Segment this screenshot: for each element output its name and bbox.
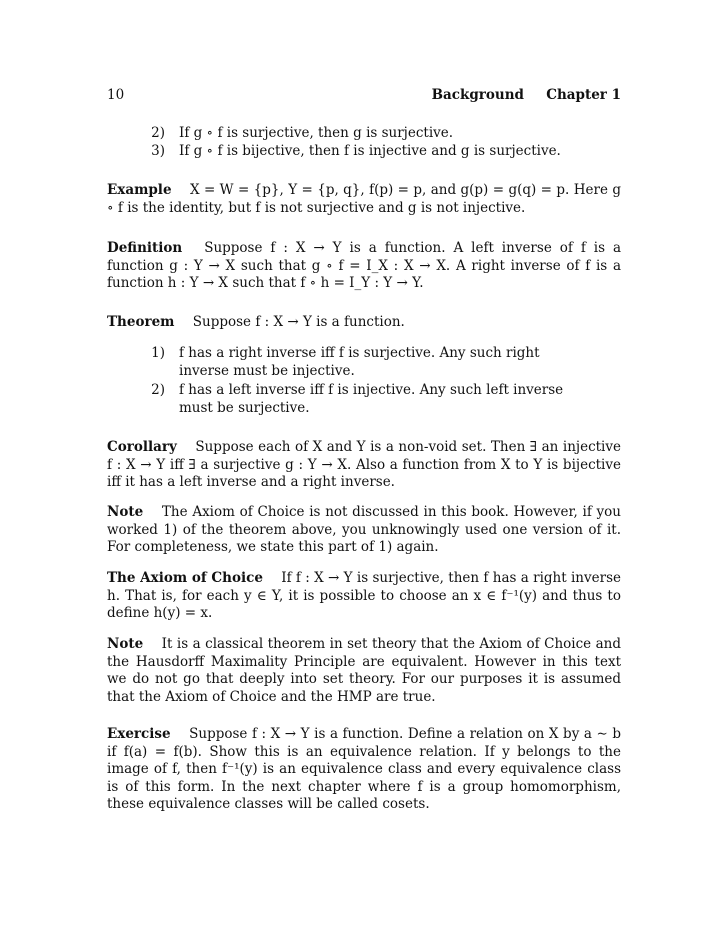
theorem-label: Theorem	[107, 314, 175, 330]
note-block	[107, 636, 621, 706]
list-item: 2) If g ∘ f is surjective, then g is surjective.	[151, 125, 454, 141]
exercise-block	[107, 726, 621, 814]
section-title: Background	[431, 87, 524, 103]
example-block	[107, 182, 621, 217]
list-item: 2) f has a left inverse iff f is injective. Any such left inverse must be surjective.	[151, 382, 564, 416]
note-label: Note	[107, 504, 144, 520]
definition-block	[107, 240, 621, 293]
definition-label: Definition	[107, 240, 183, 256]
theorem-list	[107, 345, 621, 417]
theorem-block	[107, 314, 621, 332]
example-text: X = W = {p}, Y = {p, q}, f(p) = p, and g(p) = g(q) = p. Here g ∘ f is the identity, but f is not surjective and g is not injective.	[107, 182, 621, 216]
list-item: 3) If g ∘ f is bijective, then f is injective and g is surjective.	[151, 142, 561, 159]
example-label: Example	[107, 182, 172, 198]
note-text: It is a classical theorem in set theory that the Axiom of Choice and the Hausdorff Maximality Principle are equivalent. However in this text we do not go that deeply into set theory. For our purposes it is assumed that the Axiom of Choice and the HMP are true.	[107, 636, 621, 705]
definition-text: Suppose f : X → Y is a function. A left inverse of f is a function g : Y → X such that g ∘ f = I_X : X → X. A right inverse of f is a function h : Y → X such that f ∘ h = I_Y : Y → Y.	[107, 240, 621, 291]
note-block	[107, 504, 621, 557]
exercise-label: Exercise	[107, 726, 171, 742]
theorem-text: Suppose f : X → Y is a function.	[192, 314, 405, 330]
corollary-block	[107, 439, 621, 492]
page-number: 10	[107, 87, 125, 103]
chapter-title: Chapter 1	[546, 87, 621, 103]
corollary-label: Corollary	[107, 439, 177, 455]
note-text: The Axiom of Choice is not discussed in this book. However, if you worked 1) of the theorem above, you unknowingly used one version of it. For completeness, we state this part of 1) again.	[107, 504, 621, 555]
axiom-label: The Axiom of Choice	[107, 570, 263, 586]
top-list	[107, 125, 621, 160]
list-item: 1) f has a right inverse iff f is surjective. Any such right inverse must be injective.	[151, 345, 540, 379]
corollary-text: Suppose each of X and Y is a non-void set. Then ∃ an injective f : X → Y iff ∃ a surjective g : Y → X. Also a function from X to Y is bijective iff it has a left inverse and a right inverse.	[107, 439, 621, 490]
running-header	[107, 87, 621, 107]
axiom-text: If f : X → Y is surjective, then f has a right inverse h. That is, for each y ∈ Y, it is possible to choose an x ∈ f⁻¹(y) and thus to define h(y) = x.	[107, 570, 621, 621]
exercise-text: Suppose f : X → Y is a function. Define a relation on X by a ∼ b if f(a) = f(b). Show this is an equivalence relation. If y belongs to the image of f, then f⁻¹(y) is an equivalence class and every equivalence class is of this form. In the next chapter where f is a group homomorphism, these equivalence classes will be called cosets.	[107, 726, 621, 812]
axiom-block	[107, 570, 621, 623]
note-label: Note	[107, 636, 144, 652]
